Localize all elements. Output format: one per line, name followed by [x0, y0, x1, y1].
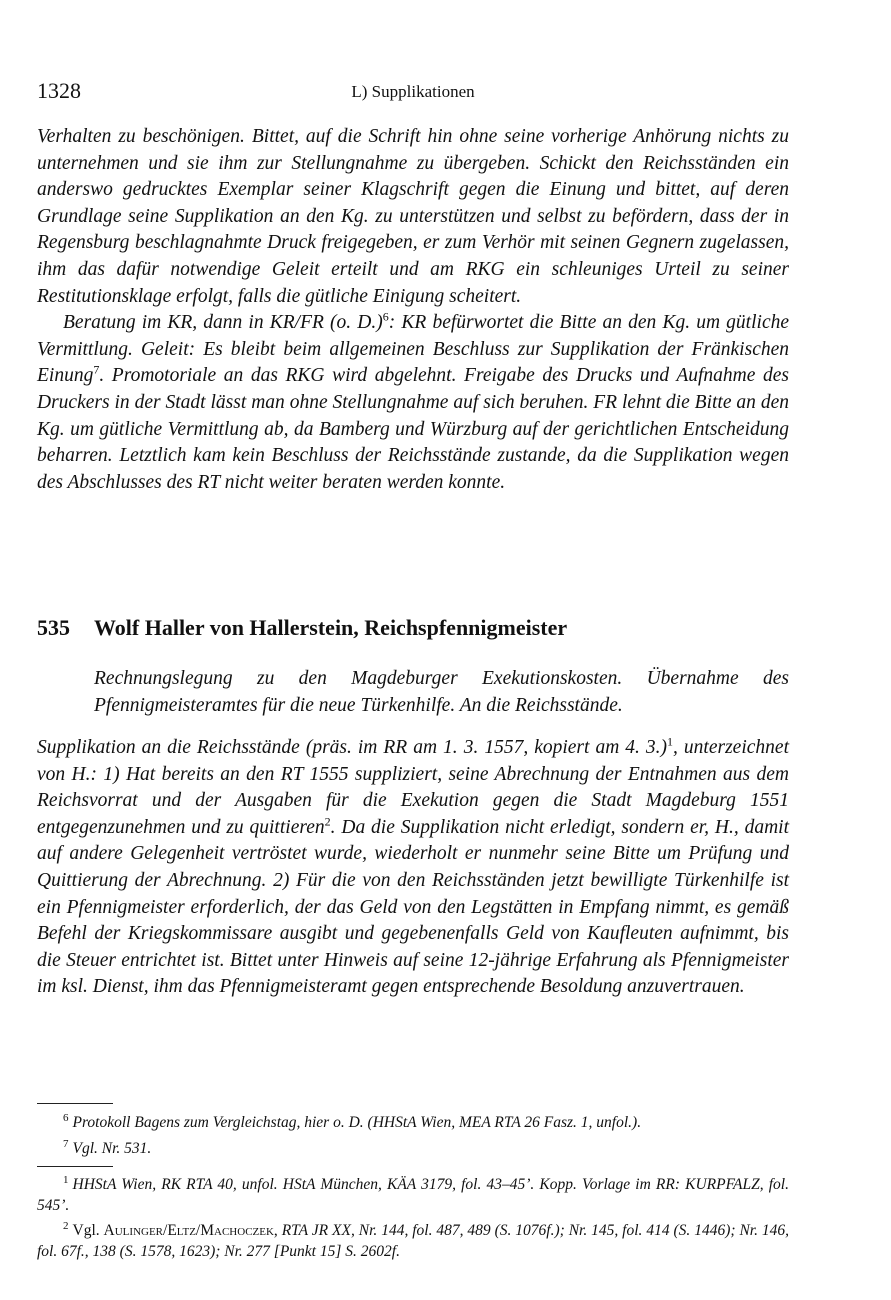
section-number: 535 [37, 615, 70, 640]
running-head: L) Supplikationen [351, 82, 475, 101]
deliberation-text-b: : KR befürwortet die Bitte an den Kg. um gütliche Vermittlung. Geleit: Es bleibt beim allgemeinen Beschluss zur Supplikation der Fränkischen Einung [37, 312, 789, 387]
section-body-paragraph [37, 735, 789, 1001]
footnote-ref-1[interactable]: 1 [667, 734, 674, 749]
continued-paragraph-2 [37, 310, 789, 496]
footnote-ref-6[interactable]: 6 [382, 309, 389, 324]
section-title: Wolf Haller von Hallerstein, Reichspfennigmeister [94, 615, 568, 640]
body-text-a: Supplikation an die Reichsstände (präs. im RR am 1. 3. 1557, kopiert am 4. 3.) [37, 737, 668, 758]
footnote-rule-previous [37, 1103, 113, 1104]
page-number: 1328 [37, 78, 81, 103]
footnote-authors: Aulinger/Eltz/Machoczek, [103, 1222, 278, 1240]
footnote-text: HHStA Wien, RK RTA 40, unfol. HStA München, KÄA 3179, fol. 43–45’. Kopp. Vorlage im RR: KURPFALZ, fol. 545’. [37, 1176, 789, 1214]
continued-paragraph-1: Verhalten zu beschönigen. Bittet, auf die Schrift hin ohne seine vorherige Anhörung nichts zu unternehmen und sie ihm zur Stellungnahme zu übergeben. Schickt den Reichsständen ein anderswo gedrucktes Exemplar seiner Klagschrift gegen die Einung und bittet, auf deren Grundlage seine Supplikation an den Kg. zu unterstützen und selbst zu befördern, dass der in Regensburg beschlagnahmte Druck freigegeben, er zum Verhör mit seinen Gegnern zugelassen, ihm das dafür notwendige Geleit erteilt und am RKG ein schleuniges Urteil zu seiner Restitutionsklage erfolgt, falls die gütliche Einigung scheitert. [37, 126, 789, 307]
footnote-text: Protokoll Bagens zum Vergleichstag, hier o. D. (HHStA Wien, MEA RTA 26 Fasz. 1, unfol.). [72, 1114, 642, 1132]
footnotes-section [37, 1170, 789, 1262]
deliberation-text-c: . Promotoriale an das RKG wird abgelehnt. Freigabe des Drucks und Aufnahme des Druckers in der Stadt lässt man ohne Stellungnahme auf sich beruhen. FR lehnt die Bitte an den Kg. um gütliche Vermittlung ab, da Bamberg und Würzburg auf der gerichtlichen Entscheidung beharren. Letztlich kam kein Beschluss der Reichsstände zustande, da die Supplikation wegen des Abschlusses des RT nicht weiter beraten werden konnte. [37, 365, 789, 493]
section-body [37, 735, 789, 1001]
footnote-6 [37, 1108, 789, 1134]
footnote-ref-2[interactable]: 2 [324, 814, 331, 829]
footnote-vgl: Vgl. [72, 1222, 100, 1240]
footnote-7 [37, 1134, 789, 1160]
footnote-1 [37, 1170, 789, 1216]
footnote-text: Vgl. Nr. 531. [72, 1139, 152, 1157]
footnote-mark: 1 [63, 1174, 69, 1186]
continued-entry [37, 124, 789, 496]
section-regest: Rechnungslegung zu den Magdeburger Exekutionskosten. Übernahme des Pfennigmeisteramtes für die neue Türkenhilfe. An die Reichsstände. [94, 668, 789, 716]
footnote-2 [37, 1216, 789, 1262]
section-heading [37, 615, 789, 641]
footnote-ref-7[interactable]: 7 [93, 362, 100, 377]
page-header [37, 78, 789, 108]
footnotes-previous [37, 1108, 789, 1159]
footnote-rule-section [37, 1166, 113, 1167]
deliberation-text-a: Beratung im KR, dann in KR/FR (o. D.) [63, 312, 383, 334]
body-text-b: , unterzeichnet von H.: 1) Hat bereits an den RT 1555 suppliziert, seine Abrechnung der Entnahmen aus dem Reichsvorrat und der Ausgaben für die Exekution gegen die Stadt Magdeburg 1551 entgegenzunehmen und zu quittieren [37, 737, 789, 838]
body-text-c: . Da die Supplikation nicht erledigt, sondern er, H., damit auf andere Gelegenheit vertröstet wurde, wiederholt er nunmehr seine Bitte um Prüfung und Quittierung der Abrechnung. 2) Für die von den Reichsständen jetzt bewilligte Türkenhilfe ist ein Pfennigmeister erforderlich, der das Geld von den Legstätten in Empfang nimmt, es gemäß Befehl der Kriegskommissare ausgibt und gegebenenfalls Geld von Kaufleuten aufnimmt, bis die Steuer entrichtet ist. Bittet unter Hinweis auf seine 12-jährige Erfahrung als Pfennigmeister im ksl. Dienst, ihm das Pfennigmeisteramt gegen entsprechende Besoldung anzuvertrauen. [37, 816, 789, 998]
footnote-mark: 2 [63, 1220, 69, 1233]
footnote-mark: 6 [63, 1112, 69, 1124]
footnote-mark: 7 [63, 1137, 69, 1150]
footnote-text: RTA JR XX, Nr. 144, fol. 487, 489 (S. 1076f.); Nr. 145, fol. 414 (S. 1446); Nr. 146, fol. 67f., 138 (S. 1578, 1623); Nr. 277 [Punkt 15] S. 2602f. [37, 1222, 790, 1260]
